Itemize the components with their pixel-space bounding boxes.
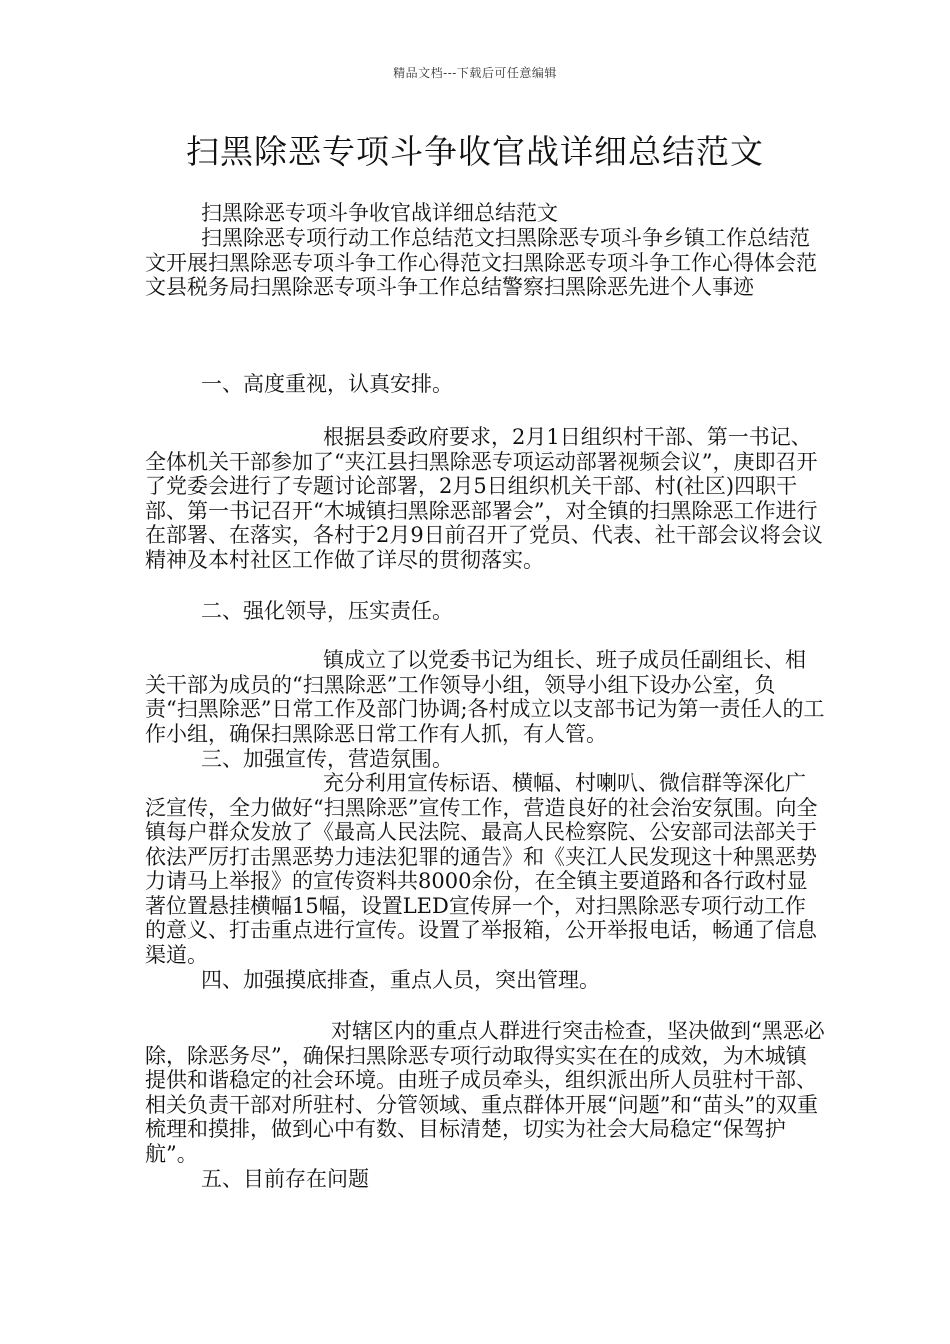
document-title: 扫黑除恶专项斗争收官战详细总结范文 — [186, 132, 764, 171]
section-3-body: 充分利用宣传标语、横幅、村喇叭、微信群等深化广泛宣传，全力做好“扫黑除恶”宣传工作，营造良好的社会治安氛围。向全镇每户群众发放了《最高人民法院、最高人民检察院、公安部司法部关于依法严厉打击黑恶势力违法犯罪的通告》和《夹江人民发现这十种黑恶势力请马上举报》的宣传资料共8000余份，在全镇主要道路和各行政村显著位置悬挂横幅15幅，设置LED宣传屏一个，对扫黑除恶专项行动工作的意义、打击重点进行宣传。设置了举报箱，公开举报电话，畅通了信息渠道。 — [145, 771, 818, 967]
section-3-heading: 三、加强宣传，营造氛围。 — [201, 747, 453, 771]
section-1-heading: 一、高度重视，认真安排。 — [201, 372, 453, 396]
section-4-heading: 四、加强摸底排查，重点人员，突出管理。 — [201, 968, 600, 992]
section-2-body: 镇成立了以党委书记为组长、班子成员任副组长、相关干部为成员的“扫黑除恶”工作领导小组，领导小组下设办公室，负责“扫黑除恶”日常工作及部门协调;各村成立以支部书记为第一责任人的工作小组，确保扫黑除恶日常工作有人抓，有人管。 — [145, 648, 825, 746]
header-note: 精品文档---下载后可任意编辑 — [393, 66, 557, 80]
section-2-heading: 二、强化领导，压实责任。 — [201, 599, 453, 623]
section-4-body: 对辖区内的重点人群进行突击检查，坚决做到“黑恶必除，除恶务尽”，确保扫黑除恶专项行动取得实实在在的成效，为木城镇提供和谐稳定的社会环境。由班子成员牵头，组织派出所人员驻村干部、相关负责干部对所驻村、分管领域、重点群体开展“问题”和“苗头”的双重梳理和摸排，做到心中有数、目标清楚，切实为社会大局稳定“保驾护航”。 — [145, 1019, 825, 1166]
section-1-body: 根据县委政府要求，2月1日组织村干部、第一书记、全体机关干部参加了“夹江县扫黑除恶专项运动部署视频会议”，庚即召开了党委会进行了专题讨论部署，2月5日组织机关干部、村(社区)四职干部、第一书记召开“木城镇扫黑除恶部署会”，对全镇的扫黑除恶工作进行在部署、在落实，各村于2月9日前召开了党员、代表、社干部会议将会议精神及本村社区工作做了详尽的贯彻落实。 — [145, 425, 823, 572]
subtitle-line: 扫黑除恶专项斗争收官战详细总结范文 — [201, 201, 558, 225]
section-5-heading: 五、目前存在问题 — [201, 1167, 369, 1191]
related-links-paragraph: 扫黑除恶专项行动工作总结范文扫黑除恶专项斗争乡镇工作总结范文开展扫黑除恶专项斗争工作心得范文扫黑除恶专项斗争工作心得体会范文县税务局扫黑除恶专项斗争工作总结警察扫黑除恶先进个人事迹 — [145, 226, 817, 299]
